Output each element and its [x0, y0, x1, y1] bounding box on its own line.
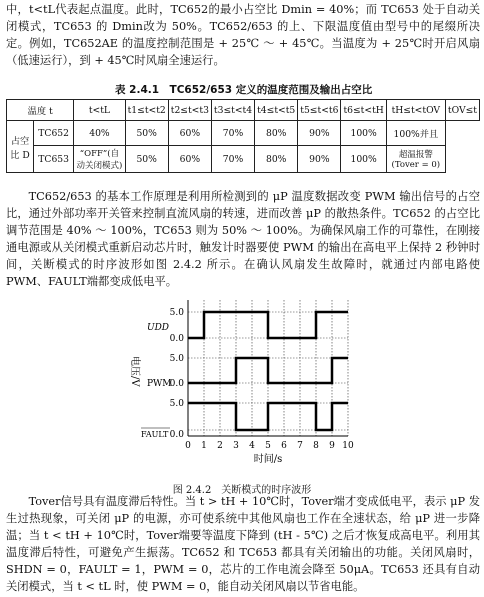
x-tick-label: 2: [217, 441, 223, 451]
signal-label-udd: UDD: [147, 323, 170, 333]
x-tick-label: 8: [313, 441, 319, 451]
table-cell: 90%: [298, 121, 341, 146]
table-caption: 表 2.4.1 TC652/653 定义的温度范围及输出占空比: [115, 84, 373, 96]
table-row: [7, 121, 480, 146]
table-cell: 100%: [341, 146, 386, 173]
table-row: [7, 146, 480, 173]
header-col-2: t1≤t<t2: [125, 100, 168, 121]
table-cell: “OFF”(自动关闭模式): [74, 146, 125, 173]
y-tick-label: 0.0: [169, 430, 184, 440]
y-tick-label: 0.0: [169, 379, 184, 389]
x-tick-label: 3: [233, 441, 239, 451]
header-temperature: 温度 t: [7, 100, 74, 121]
header-col-5: t4≤t<t5: [255, 100, 298, 121]
table-cell: 90%: [298, 146, 341, 173]
table-cell: 100%并且: [386, 121, 445, 146]
table-cell: 40%: [74, 121, 125, 146]
x-tick-label: 10: [342, 441, 354, 451]
header-col-7: t6≤t<tH: [341, 100, 386, 121]
table-cell: 80%: [255, 146, 298, 173]
paragraph-top: 中，t<tL代表起点温度。此时，TC652的最小占空比 Dmin = 40%；而 TC653 处于自动关闭模式，TC653 的 Dmin改为 50%。TC652/653 的上、下限温度值由型号中的尾缀所决定。例如，TC652AE 的温度控制范围是 + 25℃ ～ + 45℃。当温度为 + 25℃时开启风扇（低速运行），到 + 45℃时风扇全速运行。: [6, 3, 480, 67]
x-tick-label: 1: [201, 441, 207, 451]
pwm-waveform: [188, 358, 348, 383]
signal-label-pwm: PWM: [147, 379, 172, 389]
table-header-row: [7, 100, 480, 121]
table-cell: 50%: [125, 146, 168, 173]
fault-waveform: [188, 403, 348, 430]
table-cell: 70%: [211, 121, 254, 146]
x-tick-label: 9: [329, 441, 335, 451]
header-col-4: t3≤t<t4: [211, 100, 254, 121]
y-tick-label: 5.0: [169, 354, 184, 364]
header-col-3: t2≤t<t3: [168, 100, 211, 121]
paragraph-middle: TC652/653 的基本工作原理是利用所检测到的 μP 温度数据改变 PWM 输出信号的占空比，通过外部功率开关管来控制直流风扇的转速，进而改善 μP 的散热条件。TC652 的占空比调节范围是 40% ～ 100%，TC653 则为 50% ～ 100%。为确保风扇工作的可靠性，在刚接通电源或从关闭模式重新启动芯片时，触发计时器要使 PWM 的输出在高电平上保持 2 秒钟时间，关断模式的时序波形如图 2.4.2 所示。在确认风扇发生故障时，就通过内部电路使 PWM、FAULT端都变成低电平。: [6, 190, 480, 288]
header-col-9: tOV≤t: [445, 100, 479, 121]
paragraph-bottom: Tover信号具有温度滞后特性。当 t > tH + 10℃时，Tover端才变成低电平，表示 μP 发生过热现象，可关闭 μP 的电源，亦可使系统中其他风扇也工作在全速状态，给 μP 进一步降温；当 t < tH + 10℃时，Tover端要等温度下降到 (tH - 5℃) 之后才恢复成高电平。利用其温度滞后特性，可避免产生振荡。TC652 和 TC653 都具有关闭输出的功能。关闭风扇时，SHDN = 0，FAULT = 1，PWM = 0，芯片的工作电流会降至 50μA。TC653 还具有自动关闭模式，当 t < tL 时，使 PWM = 0，能自动关闭风扇以节省电能。: [6, 495, 480, 593]
x-tick-label: 0: [185, 441, 191, 451]
udd-waveform: [188, 312, 348, 338]
row-group-label: 占空比 D: [7, 121, 34, 173]
y-tick-label: 0.0: [169, 334, 184, 344]
timing-waveform-figure: [0, 298, 484, 478]
y-tick-label: 5.0: [169, 399, 184, 409]
x-tick-label: 4: [249, 441, 255, 451]
x-axis-label: 时间/s: [253, 454, 283, 465]
table-cell: 50%: [125, 121, 168, 146]
y-axis-label: 电压/V: [129, 356, 140, 387]
header-col-6: t5≤t<t6: [298, 100, 341, 121]
row-model: TC653: [34, 146, 74, 173]
table-cell: 100%: [341, 121, 386, 146]
y-tick-label: 5.0: [169, 308, 184, 318]
table-cell: 60%: [168, 146, 211, 173]
table-cell: 80%: [255, 121, 298, 146]
x-tick-label: 5: [265, 441, 271, 451]
x-tick-label: 6: [281, 441, 287, 451]
x-tick-label: 7: [297, 441, 303, 451]
table-cell: 60%: [168, 121, 211, 146]
row-model: TC652: [34, 121, 74, 146]
header-col-8: tH≤t<tOV: [386, 100, 445, 121]
signal-label-fault: FAULT: [141, 430, 169, 439]
table-cell: 70%: [211, 146, 254, 173]
temperature-range-table: [6, 99, 480, 173]
table-cell: 超温报警 (Tover = 0): [386, 146, 445, 173]
figure-caption: 图 2.4.2 关断模式的时序波形: [172, 485, 312, 496]
header-col-1: t<tL: [74, 100, 125, 121]
